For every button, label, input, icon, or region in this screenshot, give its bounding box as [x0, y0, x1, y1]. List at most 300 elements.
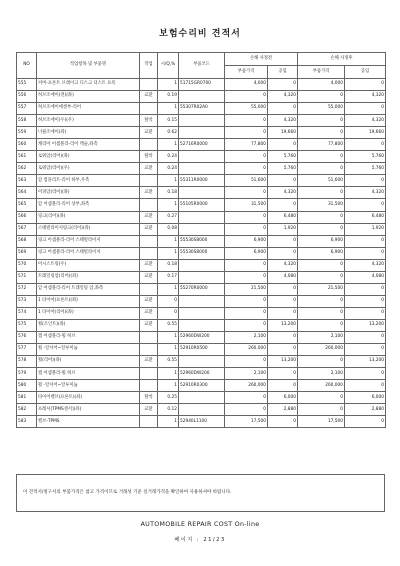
row-part-price-before: 0	[225, 295, 268, 307]
row-part-price-after: 2,100	[298, 331, 345, 343]
row-part-price-before: 2,100	[225, 331, 268, 343]
row-part-code: 52960DW200	[179, 331, 225, 343]
row-part-code	[179, 392, 225, 404]
table-row	[17, 295, 386, 307]
row-part-price-after: 0	[298, 271, 345, 283]
table-row	[17, 283, 386, 295]
table-row	[17, 319, 386, 331]
table-row	[17, 175, 386, 187]
table-row	[17, 91, 386, 103]
row-work-type	[140, 283, 158, 295]
row-part-price-before: 0	[225, 223, 268, 235]
row-item-name: 타이어밸브(프론트)(좌)	[37, 392, 140, 404]
row-no: 571	[17, 271, 37, 283]
row-work-type: 교환	[140, 187, 158, 199]
row-work-type: 교환	[140, 91, 158, 103]
table-header-row	[17, 53, 386, 66]
row-labor-after: 0	[345, 175, 386, 187]
row-item-name: 허브조에이(전)(좌)	[37, 91, 140, 103]
row-part-code	[179, 356, 225, 368]
row-item-name: 로워암(리어)(우)	[37, 163, 140, 175]
row-no: 568	[17, 235, 37, 247]
header-before-adjustment: 손해 사정전	[225, 53, 298, 66]
row-no: 577	[17, 344, 37, 356]
header-part-price-after: 부품가격	[298, 66, 345, 79]
row-qty: 1	[158, 139, 179, 151]
row-labor-after: 0	[345, 344, 386, 356]
row-part-code: 52940L1100	[179, 416, 225, 428]
row-labor-after: 0	[345, 368, 386, 380]
row-part-price-before: 0	[225, 115, 268, 127]
row-labor-after: 5,760	[345, 163, 386, 175]
table-row	[17, 368, 386, 380]
row-qty: 1	[158, 344, 179, 356]
row-labor-before: 4,320	[268, 259, 298, 271]
row-labor-after: 4,320	[345, 259, 386, 271]
row-work-type: 탈착	[140, 392, 158, 404]
row-no: 565	[17, 199, 37, 211]
row-labor-after: 0	[345, 247, 386, 259]
row-part-price-after: 21,500	[298, 283, 345, 295]
row-part-price-after: 0	[298, 115, 345, 127]
row-no: 580	[17, 380, 37, 392]
row-labor-before: 4,320	[268, 91, 298, 103]
row-part-price-after: 0	[298, 223, 345, 235]
row-no: 572	[17, 283, 37, 295]
row-work-type: 탈착	[140, 115, 158, 127]
row-no: 563	[17, 175, 37, 187]
row-labor-before: 5,760	[268, 151, 298, 163]
row-qty: 0.15	[158, 115, 179, 127]
row-no: 558	[17, 115, 37, 127]
row-work-type	[140, 175, 158, 187]
row-qty: 0.18	[158, 187, 179, 199]
row-part-price-before: 260,000	[225, 344, 268, 356]
row-qty: 1	[158, 283, 179, 295]
row-part-price-after: 0	[298, 319, 345, 331]
row-qty: 0.24	[158, 151, 179, 163]
row-item-name: 어퍼암(리어)(좌)	[37, 187, 140, 199]
row-part-price-after: 0	[298, 187, 345, 199]
row-item-name: 밸브-TPMS	[37, 416, 140, 428]
row-qty: 1	[158, 175, 179, 187]
row-part-price-after: 0	[298, 295, 345, 307]
row-part-price-before: 55,000	[225, 103, 268, 115]
row-labor-before: 4,080	[268, 271, 298, 283]
row-part-code	[179, 163, 225, 175]
row-part-price-after: 0	[298, 392, 345, 404]
row-work-type: 탈착	[140, 151, 158, 163]
table-row	[17, 356, 386, 368]
row-item-name: 캐리어 어셈블리-리어 액슬,좌측	[37, 139, 140, 151]
table-row	[17, 139, 386, 151]
row-part-code	[179, 259, 225, 271]
row-part-price-before: 0	[225, 392, 268, 404]
row-work-type: 교환	[140, 223, 158, 235]
row-item-name: 휠 -알서어~알루미늄	[37, 380, 140, 392]
row-work-type: 교환	[140, 356, 158, 368]
row-no: 581	[17, 392, 37, 404]
row-no: 567	[17, 223, 37, 235]
row-item-name: 너클조에이(좌)	[37, 127, 140, 139]
row-labor-after: 0	[345, 199, 386, 211]
row-qty: 0.18	[158, 259, 179, 271]
row-part-code: 55105R0000	[179, 199, 225, 211]
row-labor-before: 4,320	[268, 187, 298, 199]
row-work-type: 교환	[140, 211, 158, 223]
row-part-price-before: 0	[225, 307, 268, 319]
row-no: 557	[17, 103, 37, 115]
row-no: 564	[17, 187, 37, 199]
row-part-price-before: 0	[225, 91, 268, 103]
table-row	[17, 103, 386, 115]
row-labor-before: 0	[268, 103, 298, 115]
row-part-code: 52716R0000	[179, 139, 225, 151]
row-part-price-after: 0	[298, 259, 345, 271]
row-labor-before: 6,000	[268, 392, 298, 404]
row-labor-before: 0	[268, 283, 298, 295]
row-labor-before: 0	[268, 307, 298, 319]
table-row	[17, 115, 386, 127]
row-labor-before: 0	[268, 199, 298, 211]
row-no: 582	[17, 404, 37, 416]
row-qty: 0.12	[158, 404, 179, 416]
row-part-code	[179, 127, 225, 139]
row-qty: 1	[158, 103, 179, 115]
table-row	[17, 235, 386, 247]
row-labor-after: 4,080	[345, 271, 386, 283]
row-part-price-after: 0	[298, 307, 345, 319]
row-labor-before: 2,880	[268, 404, 298, 416]
row-item-name: 1 타이어(프론트)(좌)	[37, 295, 140, 307]
row-no: 566	[17, 211, 37, 223]
row-item-name: 어시스트링(우)	[37, 259, 140, 271]
table-row	[17, 259, 386, 271]
row-qty: 0.25	[158, 392, 179, 404]
row-work-type	[140, 331, 158, 343]
header-labor: 공임	[268, 66, 298, 79]
row-work-type	[140, 416, 158, 428]
row-labor-after: 0	[345, 295, 386, 307]
row-no: 555	[17, 79, 37, 91]
row-labor-after: 0	[345, 380, 386, 392]
row-labor-before: 0	[268, 139, 298, 151]
row-qty: 0.17	[158, 271, 179, 283]
row-labor-after: 2,880	[345, 404, 386, 416]
row-part-price-before: 31,500	[225, 199, 268, 211]
row-item-name: 허브조에이에센부-리어	[37, 103, 140, 115]
row-part-price-after: 0	[298, 211, 345, 223]
row-work-type	[140, 380, 158, 392]
row-labor-before: 6,480	[268, 211, 298, 223]
row-no: 562	[17, 163, 37, 175]
row-qty: 0.55	[158, 356, 179, 368]
row-part-price-after: 51,600	[298, 175, 345, 187]
row-qty: 1	[158, 199, 179, 211]
row-item-name: 스태빌라이저링크(리어)(좌)	[37, 223, 140, 235]
row-no: 556	[17, 91, 37, 103]
row-part-price-after: 4,000	[298, 79, 345, 91]
row-labor-after: 6,480	[345, 211, 386, 223]
row-no: 573	[17, 295, 37, 307]
table-row	[17, 151, 386, 163]
row-no: 569	[17, 247, 37, 259]
row-labor-before: 0	[268, 247, 298, 259]
row-labor-after: 1,920	[345, 223, 386, 235]
row-part-price-before: 0	[225, 404, 268, 416]
row-part-price-before: 0	[225, 271, 268, 283]
row-part-price-after: 0	[298, 127, 345, 139]
row-qty: 1	[158, 247, 179, 259]
row-part-price-before: 6,900	[225, 235, 268, 247]
row-labor-before: 13,200	[268, 319, 298, 331]
table-row	[17, 331, 386, 343]
row-labor-before: 13,200	[268, 356, 298, 368]
row-item-name: 링크 어셈블리-리어 스태빌라이저	[37, 235, 140, 247]
row-qty: 0.24	[158, 163, 179, 175]
row-part-price-after: 77,800	[298, 139, 345, 151]
row-labor-before: 5,760	[268, 163, 298, 175]
table-row	[17, 199, 386, 211]
page-number: 페이지 : 21/23	[174, 537, 226, 543]
header-qty: 시/Q,%	[158, 53, 179, 79]
row-item-name: 로워암(리어)(좌)	[37, 151, 140, 163]
row-part-price-after: 6,900	[298, 247, 345, 259]
row-item-name: 프레셔(TPMS센서)(좌)	[37, 404, 140, 416]
row-part-price-before: 0	[225, 187, 268, 199]
header-part-code: 부품코드	[179, 53, 225, 79]
row-part-price-before: 6,900	[225, 247, 268, 259]
row-item-name: 휠(조인트)(좌)	[37, 319, 140, 331]
row-labor-before: 0	[268, 416, 298, 428]
row-part-price-after: 0	[298, 404, 345, 416]
row-no: 578	[17, 356, 37, 368]
row-part-code: 55311R0000	[179, 175, 225, 187]
row-part-price-after: 0	[298, 356, 345, 368]
header-part-price: 부품가격	[225, 66, 268, 79]
document-title: 보험수리비 견적서	[159, 29, 241, 39]
row-labor-before: 0	[268, 235, 298, 247]
row-part-code	[179, 151, 225, 163]
row-part-price-after: 17,500	[298, 416, 345, 428]
row-part-price-before: 0	[225, 356, 268, 368]
row-part-price-before: 0	[225, 151, 268, 163]
row-item-name: 캡 어셈블리-휠 허브	[37, 368, 140, 380]
row-no: 579	[17, 368, 37, 380]
row-no: 559	[17, 127, 37, 139]
row-labor-after: 5,760	[345, 151, 386, 163]
row-labor-after: 0	[345, 307, 386, 319]
row-part-code: 52960DW200	[179, 368, 225, 380]
table-row	[17, 404, 386, 416]
row-qty: 0.55	[158, 319, 179, 331]
table-row	[17, 271, 386, 283]
row-part-code	[179, 295, 225, 307]
row-part-price-before: 0	[225, 211, 268, 223]
row-no: 561	[17, 151, 37, 163]
header-work: 작업	[140, 53, 158, 79]
row-item-name: 커버-프론트 브레이크 디스크 더스트 프록	[37, 79, 140, 91]
row-work-type	[140, 247, 158, 259]
row-work-type: 교환	[140, 127, 158, 139]
row-item-name: 암 컴플리트-리어 하부,우측	[37, 175, 140, 187]
row-labor-before: 4,320	[268, 115, 298, 127]
row-item-name: 1 타이어(리어)(좌)	[37, 307, 140, 319]
table-row	[17, 416, 386, 428]
row-part-price-before: 2,100	[225, 368, 268, 380]
row-labor-before: 19,660	[268, 127, 298, 139]
row-work-type: 교환	[140, 259, 158, 271]
table-row	[17, 392, 386, 404]
row-qty: 1	[158, 416, 179, 428]
row-work-type: 교환	[140, 295, 158, 307]
row-labor-before: 0	[268, 380, 298, 392]
row-part-price-after: 31,500	[298, 199, 345, 211]
row-no: 583	[17, 416, 37, 428]
row-labor-after: 0	[345, 79, 386, 91]
table-row	[17, 307, 386, 319]
row-part-price-after: 0	[298, 151, 345, 163]
row-qty: 0.62	[158, 127, 179, 139]
row-part-code	[179, 223, 225, 235]
estimate-table	[16, 52, 386, 428]
row-part-price-before: 21,500	[225, 283, 268, 295]
row-part-code: 52910R0300	[179, 380, 225, 392]
row-labor-after: 13,200	[345, 356, 386, 368]
row-part-price-before: 77,800	[225, 139, 268, 151]
row-part-price-before: 4,000	[225, 79, 268, 91]
row-qty: 0.27	[158, 211, 179, 223]
row-work-type	[140, 79, 158, 91]
row-no: 560	[17, 139, 37, 151]
row-part-price-before: 0	[225, 319, 268, 331]
row-labor-before: 1,920	[268, 223, 298, 235]
row-qty: 0.19	[158, 91, 179, 103]
row-no: 575	[17, 319, 37, 331]
row-labor-after: 6,000	[345, 392, 386, 404]
header-item-name: 작업항목 및 부품명	[37, 53, 140, 79]
row-item-name: 캡 어셈블리-휠 허브	[37, 331, 140, 343]
row-part-price-before: 17,500	[225, 416, 268, 428]
row-part-code: 55307R02A0	[179, 103, 225, 115]
row-part-code: 55530S8000	[179, 247, 225, 259]
row-item-name: 휠(리어)(좌)	[37, 356, 140, 368]
row-part-price-after: 0	[298, 163, 345, 175]
row-labor-after: 0	[345, 283, 386, 295]
row-part-code: 52910R0500	[179, 344, 225, 356]
row-work-type	[140, 368, 158, 380]
row-qty: 1	[158, 331, 179, 343]
row-no: 576	[17, 331, 37, 343]
row-work-type	[140, 139, 158, 151]
row-labor-after: 0	[345, 139, 386, 151]
row-part-price-before: 0	[225, 127, 268, 139]
row-part-price-after: 260,000	[298, 380, 345, 392]
row-part-price-after: 0	[298, 91, 345, 103]
row-work-type: 교환	[140, 271, 158, 283]
row-labor-after: 0	[345, 103, 386, 115]
row-work-type	[140, 344, 158, 356]
table-row	[17, 344, 386, 356]
row-labor-before: 0	[268, 175, 298, 187]
row-part-code	[179, 115, 225, 127]
row-labor-before: 0	[268, 368, 298, 380]
row-qty: 1	[158, 79, 179, 91]
row-work-type	[140, 235, 158, 247]
row-part-code	[179, 211, 225, 223]
row-item-name: 링크(리어)(좌)	[37, 211, 140, 223]
row-labor-after: 4,320	[345, 115, 386, 127]
row-qty: 1	[158, 368, 179, 380]
row-part-code	[179, 271, 225, 283]
row-item-name: 휠 -알서어~알루미늄	[37, 344, 140, 356]
row-part-price-before: 51,600	[225, 175, 268, 187]
row-labor-after: 19,660	[345, 127, 386, 139]
row-labor-before: 0	[268, 344, 298, 356]
row-qty: 1	[158, 380, 179, 392]
row-part-code	[179, 91, 225, 103]
table-row	[17, 247, 386, 259]
row-part-code: 55530S8000	[179, 235, 225, 247]
row-qty: 0	[158, 295, 179, 307]
row-part-code	[179, 404, 225, 416]
header-labor-after: 공임	[345, 66, 386, 79]
row-qty: 1	[158, 235, 179, 247]
row-item-name: 암 어셈블리-리어 트레일링 암,좌측	[37, 283, 140, 295]
row-part-price-after: 260,000	[298, 344, 345, 356]
row-item-name: 암 어셈블리-리어 상부,좌측	[37, 199, 140, 211]
row-part-price-before: 0	[225, 163, 268, 175]
row-part-price-after: 6,900	[298, 235, 345, 247]
row-no: 574	[17, 307, 37, 319]
row-work-type: 교환	[140, 163, 158, 175]
table-row	[17, 187, 386, 199]
table-row	[17, 163, 386, 175]
row-part-code: 51715GR0700	[179, 79, 225, 91]
table-row	[17, 127, 386, 139]
row-part-price-before: 260,000	[225, 380, 268, 392]
row-part-code: 55270R0000	[179, 283, 225, 295]
row-no: 570	[17, 259, 37, 271]
row-part-price-before: 0	[225, 259, 268, 271]
table-row	[17, 79, 386, 91]
row-labor-before: 0	[268, 79, 298, 91]
row-work-type: 교환	[140, 307, 158, 319]
table-row	[17, 380, 386, 392]
row-item-name: 링크 어셈블리-리어 스태빌라이저	[37, 247, 140, 259]
row-labor-after: 4,320	[345, 91, 386, 103]
footer-brand: AUTOMOBILE REPAIR COST On-line	[140, 521, 260, 528]
row-labor-before: 0	[268, 331, 298, 343]
row-item-name: 트레일링암(리어)(좌)	[37, 271, 140, 283]
row-labor-after: 0	[345, 331, 386, 343]
row-labor-after: 0	[345, 416, 386, 428]
row-part-code	[179, 187, 225, 199]
row-item-name: 허브조에이(우)(우)	[37, 115, 140, 127]
row-qty: 0	[158, 307, 179, 319]
row-labor-after: 13,200	[345, 319, 386, 331]
table-row	[17, 223, 386, 235]
row-work-type: 교환	[140, 404, 158, 416]
row-part-code	[179, 307, 225, 319]
notice-box: 이 견적서/청구서의 부품가격은 참고 가격이므로 거래성 기준 실거래가격을 확인하여 사용하셔야 바랍니다.	[16, 474, 385, 512]
header-after-adjustment: 손해 사정후	[298, 53, 386, 66]
table-row	[17, 211, 386, 223]
row-labor-before: 0	[268, 295, 298, 307]
row-work-type	[140, 199, 158, 211]
table-body	[17, 79, 386, 428]
header-no: NO	[17, 53, 37, 79]
